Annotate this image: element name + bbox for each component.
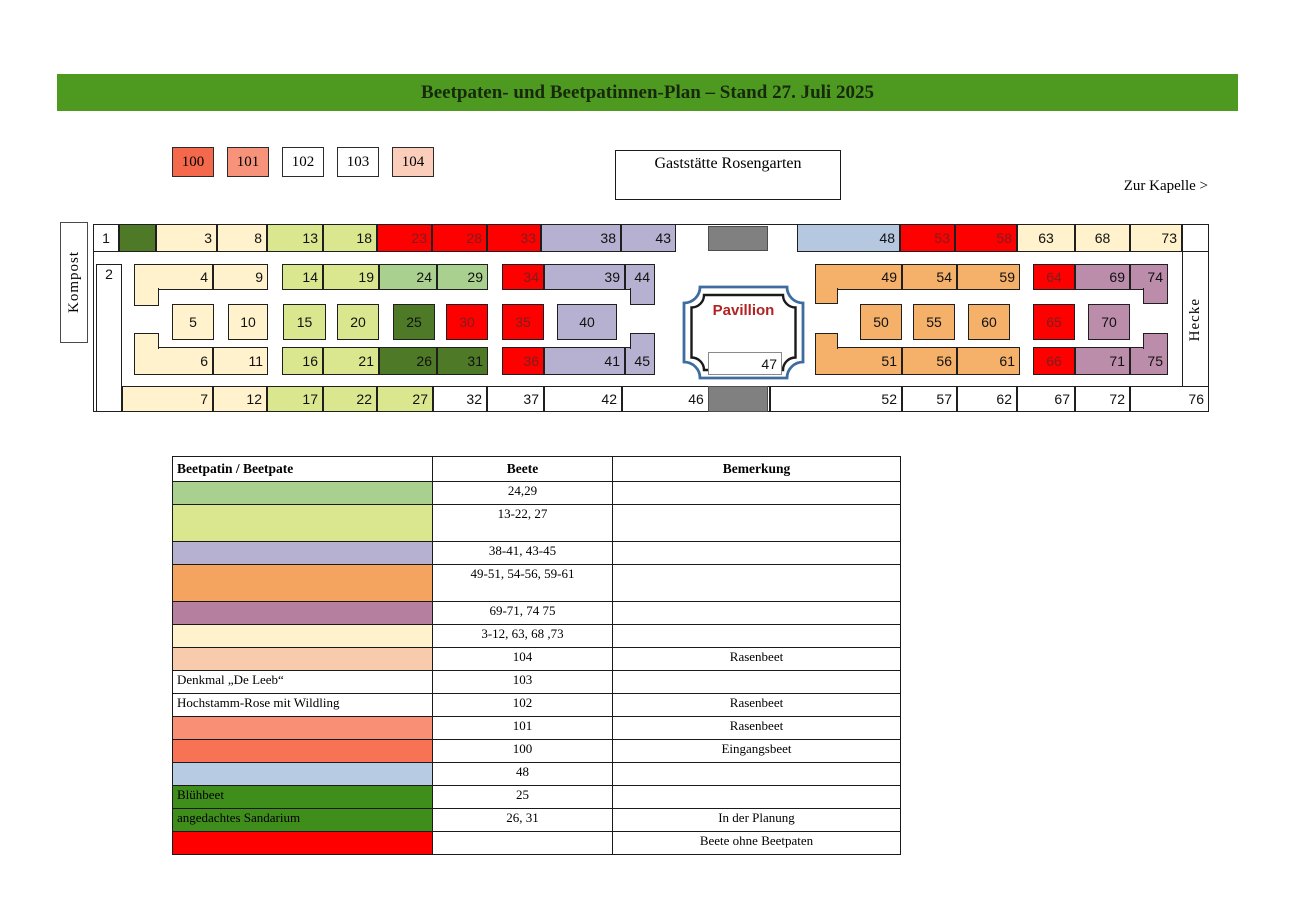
bed-72: 72 [1075, 386, 1130, 412]
bed-8: 8 [217, 224, 267, 252]
bed-20: 20 [337, 304, 379, 340]
bemerkung-cell [613, 625, 901, 648]
table-row [173, 671, 901, 694]
plan-shape [630, 333, 655, 349]
bed-38: 38 [541, 224, 621, 252]
legend-label: 103 [346, 153, 370, 170]
bed-49: 49 [815, 264, 902, 290]
table-row [173, 763, 901, 786]
patron-name-cell [173, 763, 433, 786]
plan-shape [119, 224, 156, 252]
bed-39: 39 [544, 264, 625, 290]
bed-25: 25 [393, 304, 435, 340]
plan-shape [708, 386, 768, 412]
patron-name-cell [173, 565, 433, 602]
hecke-label: Hecke [1187, 298, 1203, 342]
bed-71: 71 [1075, 347, 1130, 375]
beete-cell: 104 [433, 648, 613, 671]
table-row [173, 505, 901, 542]
bed-65: 65 [1033, 304, 1075, 340]
bed-67: 67 [1017, 386, 1075, 412]
bed-6: 6 [134, 347, 213, 375]
table-row [173, 740, 901, 763]
patron-name-cell [173, 740, 433, 763]
bed-52: 52 [770, 386, 902, 412]
plan-shape [815, 333, 838, 349]
pavillion-label: Pavillion [712, 302, 775, 319]
legend-item-103 [337, 147, 379, 177]
bed-37: 37 [487, 386, 544, 412]
table-row [173, 809, 901, 832]
table-row [173, 625, 901, 648]
bed-40: 40 [557, 304, 617, 340]
bed-35: 35 [502, 304, 544, 340]
beete-cell: 49-51, 54-56, 59-61 [433, 565, 613, 602]
bed-70: 70 [1088, 304, 1130, 340]
bed-63: 63 [1017, 224, 1075, 252]
bed-61: 61 [957, 347, 1020, 375]
bemerkung-cell [613, 786, 901, 809]
bed-53: 53 [900, 224, 955, 252]
bemerkung-cell [613, 482, 901, 505]
bemerkung-cell [613, 505, 901, 542]
bed-21: 21 [323, 347, 379, 375]
bemerkung-cell [613, 602, 901, 625]
table-row [173, 565, 901, 602]
bed-69: 69 [1075, 264, 1130, 290]
bed-45: 45 [625, 347, 655, 375]
bed-5: 5 [172, 304, 214, 340]
hecke-box [1183, 262, 1208, 378]
table-row [173, 786, 901, 809]
title-bar [57, 74, 1238, 111]
plan-shape [1143, 288, 1168, 304]
patron-name-cell: Denkmal „De Leeb“ [173, 671, 433, 694]
bed-75: 75 [1130, 347, 1168, 375]
kompost-box [60, 222, 88, 343]
patron-name-cell [173, 602, 433, 625]
bed-19: 19 [323, 264, 379, 290]
bed-66: 66 [1033, 347, 1075, 375]
kapelle-direction-label: Zur Kapelle > [1123, 178, 1208, 194]
bed-64: 64 [1033, 264, 1075, 290]
table-body [173, 482, 901, 855]
bed-31: 31 [437, 347, 488, 375]
bed-73: 73 [1130, 224, 1182, 252]
beete-cell: 101 [433, 717, 613, 740]
gaststaette-box [615, 150, 841, 200]
legend-item-101 [227, 147, 269, 177]
bed-46: 46 [622, 386, 770, 412]
bed-9: 9 [213, 264, 268, 290]
beete-cell: 103 [433, 671, 613, 694]
table-row [173, 648, 901, 671]
bed-58: 58 [955, 224, 1017, 252]
bed-43: 43 [621, 224, 676, 252]
bed-33: 33 [487, 224, 541, 252]
plan-shape [134, 288, 159, 306]
beete-cell: 48 [433, 763, 613, 786]
header-beetpatin: Beetpatin / Beetpate [173, 457, 433, 482]
bed-41: 41 [544, 347, 625, 375]
patron-name-cell: Hochstamm-Rose mit Wildling [173, 694, 433, 717]
bed-14: 14 [282, 264, 323, 290]
bemerkung-cell: Rasenbeet [613, 648, 901, 671]
patron-name-cell [173, 542, 433, 565]
bed-54: 54 [902, 264, 957, 290]
beete-cell: 13-22, 27 [433, 505, 613, 542]
bed-47: 47 [708, 352, 782, 375]
bed-24: 24 [379, 264, 437, 290]
beete-cell: 102 [433, 694, 613, 717]
bed-56: 56 [902, 347, 957, 375]
table-header-row [173, 457, 901, 482]
patron-name-cell [173, 625, 433, 648]
patrons-table [172, 456, 901, 855]
bemerkung-cell: Rasenbeet [613, 717, 901, 740]
kompost-label: Kompost [65, 251, 82, 314]
legend-item-100 [172, 147, 214, 177]
beete-cell: 38-41, 43-45 [433, 542, 613, 565]
patron-name-cell: Blühbeet [173, 786, 433, 809]
bemerkung-cell: In der Planung [613, 809, 901, 832]
patron-name-cell: angedachtes Sandarium [173, 809, 433, 832]
beete-cell: 100 [433, 740, 613, 763]
bed-29: 29 [437, 264, 488, 290]
table-row [173, 542, 901, 565]
bed-30: 30 [446, 304, 488, 340]
bed-48: 48 [797, 224, 900, 252]
bed-57: 57 [902, 386, 957, 412]
bed-74: 74 [1130, 264, 1168, 290]
beete-cell: 69-71, 74 75 [433, 602, 613, 625]
beete-cell: 25 [433, 786, 613, 809]
beete-cell [433, 832, 613, 855]
bed-44: 44 [625, 264, 655, 290]
bemerkung-cell: Beete ohne Beetpaten [613, 832, 901, 855]
legend-item-104 [392, 147, 434, 177]
bed-11: 11 [213, 347, 268, 375]
table-row [173, 482, 901, 505]
bed-59: 59 [957, 264, 1020, 290]
bed-15: 15 [283, 304, 326, 340]
bed-42: 42 [544, 386, 622, 412]
bemerkung-cell [613, 671, 901, 694]
plan-corner-cell [1182, 224, 1209, 252]
bed-16: 16 [282, 347, 323, 375]
bed-55: 55 [913, 304, 955, 340]
bed-18: 18 [323, 224, 377, 252]
plan-shape [815, 288, 838, 304]
table-row [173, 832, 901, 855]
bed-36: 36 [502, 347, 544, 375]
bed-23: 23 [377, 224, 432, 252]
plan-shape [708, 226, 768, 251]
legend-label: 104 [401, 153, 425, 170]
bemerkung-cell: Rasenbeet [613, 694, 901, 717]
bed-32: 32 [433, 386, 487, 412]
bed-7: 7 [122, 386, 213, 412]
header-beete: Beete [433, 457, 613, 482]
table-row [173, 602, 901, 625]
patron-name-cell [173, 482, 433, 505]
table-row [173, 717, 901, 740]
table-row [173, 694, 901, 717]
bemerkung-cell [613, 542, 901, 565]
patron-name-cell [173, 717, 433, 740]
bed-13: 13 [267, 224, 323, 252]
legend-label: 100 [181, 153, 205, 170]
legend-label: 102 [291, 153, 315, 170]
bed-28: 28 [432, 224, 487, 252]
bed-26: 26 [379, 347, 437, 375]
bed-12: 12 [213, 386, 267, 412]
bemerkung-cell [613, 763, 901, 786]
bed-10: 10 [228, 304, 268, 340]
bed-50: 50 [860, 304, 902, 340]
beete-cell: 24,29 [433, 482, 613, 505]
bed-4: 4 [134, 264, 213, 290]
bed-62: 62 [957, 386, 1017, 412]
bemerkung-cell [613, 565, 901, 602]
plan-shape [630, 288, 655, 305]
header-bemerkung: Bemerkung [613, 457, 901, 482]
bed-1: 1 [93, 224, 119, 252]
bemerkung-cell: Eingangsbeet [613, 740, 901, 763]
plan-shape [1143, 333, 1168, 349]
legend-item-102 [282, 147, 324, 177]
bed-27: 27 [377, 386, 433, 412]
bed-2: 2 [96, 264, 122, 412]
bed-76: 76 [1130, 386, 1209, 412]
bed-3: 3 [156, 224, 217, 252]
beete-cell: 3-12, 63, 68 ,73 [433, 625, 613, 648]
beete-cell: 26, 31 [433, 809, 613, 832]
bed-22: 22 [323, 386, 377, 412]
bed-34: 34 [502, 264, 544, 290]
patron-name-cell [173, 505, 433, 542]
bed-60: 60 [968, 304, 1010, 340]
patron-name-cell [173, 832, 433, 855]
page-title: Beetpaten- und Beetpatinnen-Plan – Stand 27. Juli 2025 [421, 81, 874, 103]
bed-51: 51 [815, 347, 902, 375]
patron-name-cell [173, 648, 433, 671]
bed-17: 17 [267, 386, 323, 412]
bed-68: 68 [1075, 224, 1130, 252]
plan-shape [134, 333, 159, 349]
gaststaette-label: Gaststätte Rosengarten [654, 155, 802, 172]
legend-label: 101 [236, 153, 260, 170]
